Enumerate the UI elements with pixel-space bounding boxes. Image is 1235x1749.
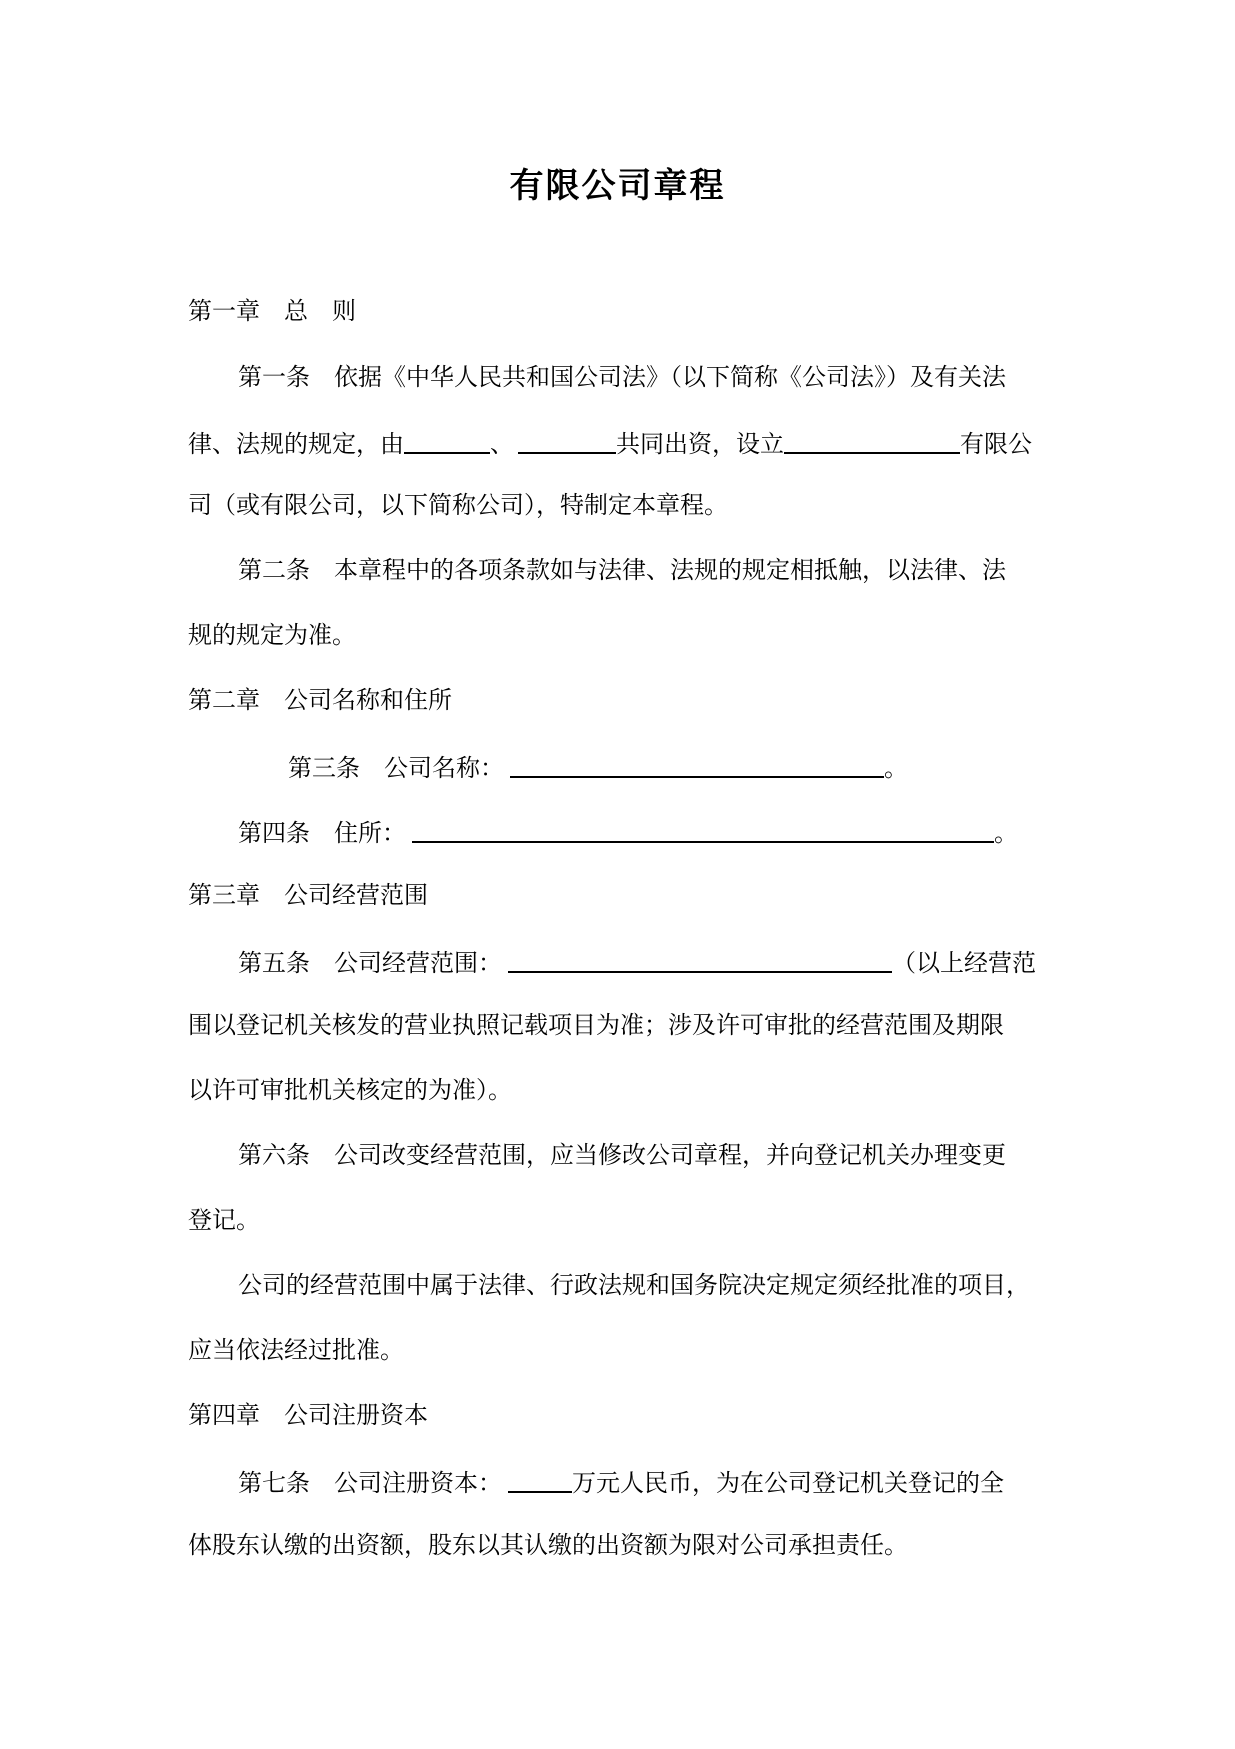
article-1-line-3: 司（或有限公司，以下简称公司），特制定本章程。 xyxy=(188,491,728,519)
founder-1-blank xyxy=(404,426,490,454)
chapter-4-heading: 第四章 公司注册资本 xyxy=(188,1401,428,1429)
article-1-line-2 xyxy=(188,426,1032,459)
address-field-blank xyxy=(412,815,994,843)
article-5-line-2: 围以登记机关核发的营业执照记载项目为准；涉及许可审批的经营范围及期限 xyxy=(188,1011,1004,1039)
business-scope-blank xyxy=(508,945,892,973)
article-5-label: 第五条 公司经营范围： xyxy=(238,949,502,977)
company-name-blank xyxy=(784,426,960,454)
article-2-line-2: 规的规定为准。 xyxy=(188,621,356,649)
article-1-text-b: 、 xyxy=(490,430,514,458)
company-name-field-blank xyxy=(510,750,884,778)
article-1-text-c: 共同出资，设立 xyxy=(616,430,784,458)
chapter-1-heading: 第一章 总 则 xyxy=(188,297,356,325)
article-6-paragraph-2-line-1: 公司的经营范围中属于法律、行政法规和国务院决定规定须经批准的项目， xyxy=(238,1271,1030,1299)
article-4-line xyxy=(238,815,1018,848)
founder-2-blank xyxy=(518,426,616,454)
document-title: 有限公司章程 xyxy=(509,166,726,206)
article-1-text-d: 有限公 xyxy=(960,430,1032,458)
article-3-label: 第三条 公司名称： xyxy=(288,754,504,782)
article-2-line-1: 第二条 本章程中的各项条款如与法律、法规的规定相抵触，以法律、法 xyxy=(238,556,1006,584)
article-5-line-1 xyxy=(238,945,1036,978)
article-1-line-1: 第一条 依据《中华人民共和国公司法》（以下简称《公司法》）及有关法 xyxy=(238,363,1006,391)
article-4-label: 第四条 住所： xyxy=(238,819,406,847)
article-3-line xyxy=(288,750,908,783)
article-7-tail: 万元人民币，为在公司登记机关登记的全 xyxy=(572,1469,1004,1497)
article-7-line-2: 体股东认缴的出资额，股东以其认缴的出资额为限对公司承担责任。 xyxy=(188,1531,908,1559)
article-3-end: 。 xyxy=(884,754,908,782)
article-5-tail: （以上经营范 xyxy=(892,949,1036,977)
chapter-3-heading: 第三章 公司经营范围 xyxy=(188,881,428,909)
article-5-line-3: 以许可审批机关核定的为准）。 xyxy=(188,1076,512,1104)
article-4-end: 。 xyxy=(994,819,1018,847)
chapter-2-heading: 第二章 公司名称和住所 xyxy=(188,686,452,714)
article-1-text-a: 律、法规的规定，由 xyxy=(188,430,404,458)
article-6-line-2: 登记。 xyxy=(188,1206,260,1234)
article-6-paragraph-2-line-2: 应当依法经过批准。 xyxy=(188,1336,404,1364)
article-7-label: 第七条 公司注册资本： xyxy=(238,1469,502,1497)
article-6-line-1: 第六条 公司改变经营范围，应当修改公司章程，并向登记机关办理变更 xyxy=(238,1141,1006,1169)
registered-capital-blank xyxy=(508,1465,572,1493)
article-7-line-1 xyxy=(238,1465,1004,1498)
